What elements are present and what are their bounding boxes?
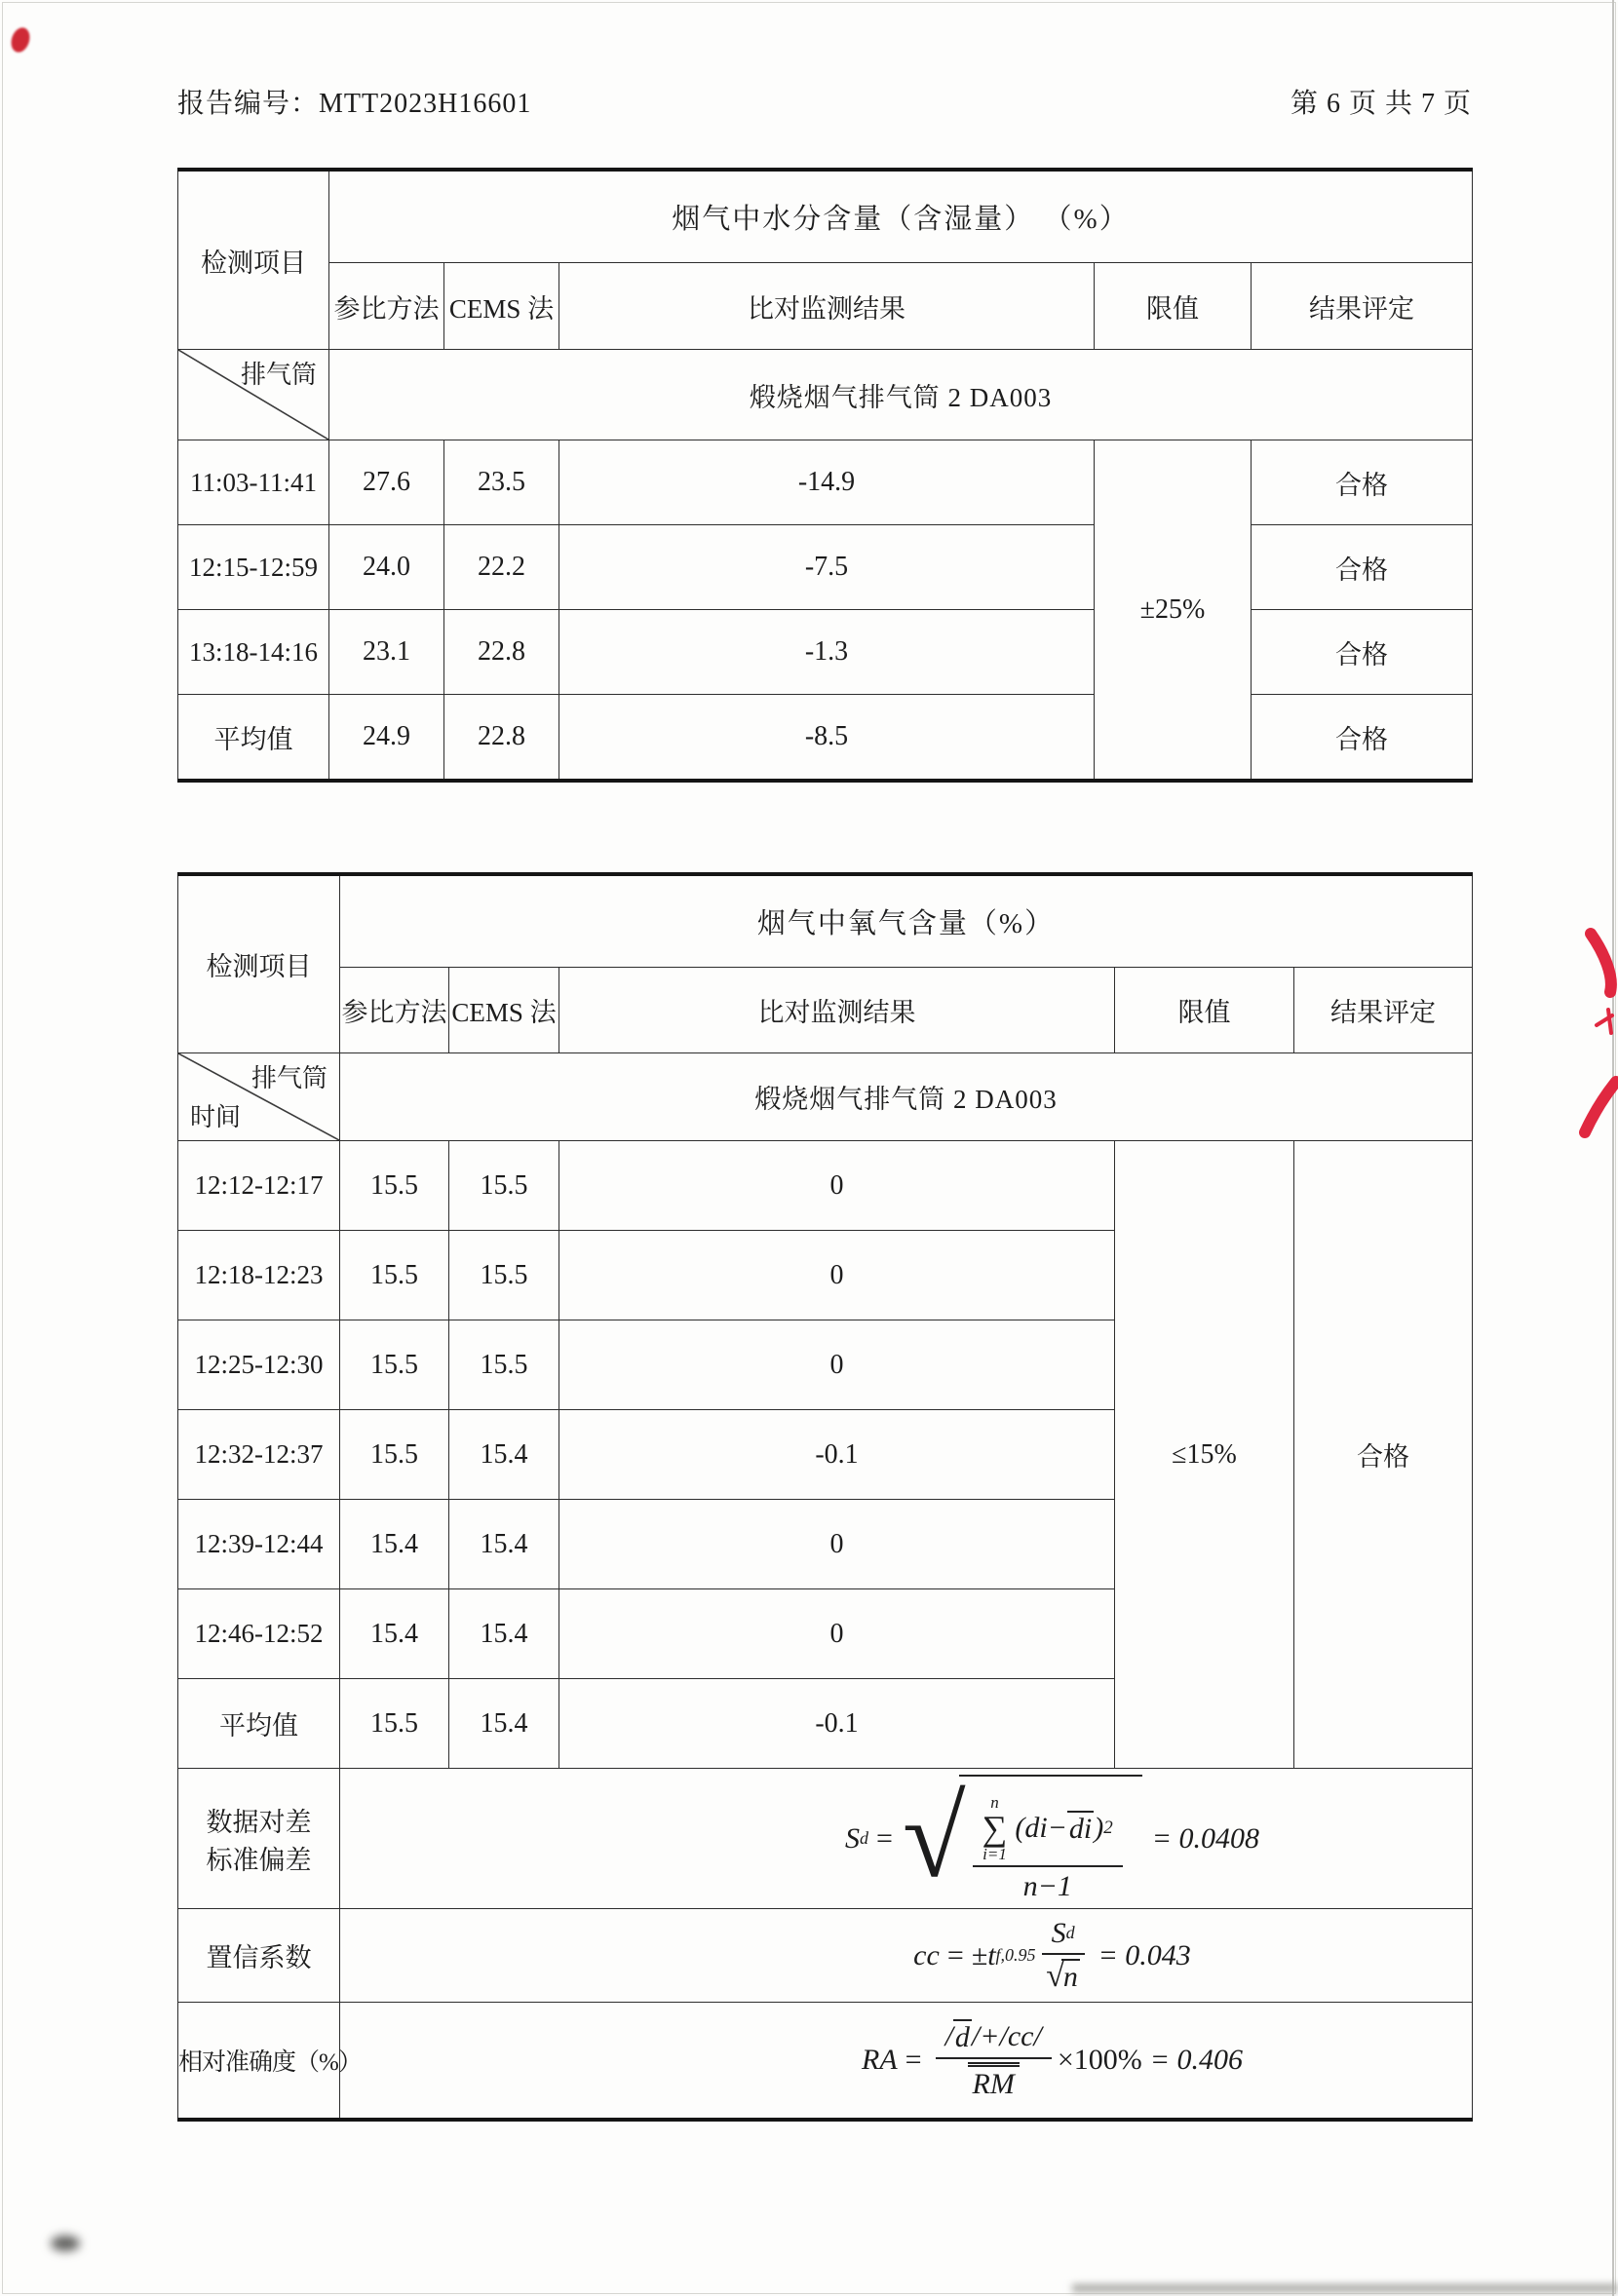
t2-row-cems: 15.4 xyxy=(449,1589,559,1679)
sd-fraction xyxy=(973,1794,1123,1903)
t1-row-cems: 22.8 xyxy=(444,610,559,695)
cc-numerator xyxy=(1042,1917,1085,1955)
t2-row-diff: 0 xyxy=(559,1231,1115,1320)
t2-diagonal-header xyxy=(178,1053,340,1141)
t2-row-cems: 15.5 xyxy=(449,1231,559,1320)
t2-limit-value: ≤15% xyxy=(1115,1141,1294,1769)
sum-sign: ∑ xyxy=(982,1808,1008,1848)
t1-row-diff: -1.3 xyxy=(559,610,1095,695)
report-number: 报告编号：MTT2023H16601 xyxy=(177,89,532,119)
t2-row-time: 平均值 xyxy=(178,1679,340,1769)
t2-row-time: 12:25-12:30 xyxy=(178,1320,340,1410)
t1-row-diff: -14.9 xyxy=(559,440,1095,525)
t1-row-verdict: 合格 xyxy=(1252,695,1473,782)
sd-numerator xyxy=(973,1794,1123,1867)
t2-row-diff: 0 xyxy=(559,1141,1115,1231)
square-exponent: 2 xyxy=(1103,1817,1113,1838)
t1-row-diff: -8.5 xyxy=(559,695,1095,782)
red-ink-marks xyxy=(1575,906,1618,1160)
t2-col-diff: 比对监测结果 xyxy=(559,968,1115,1053)
t2-row-ref: 15.5 xyxy=(340,1141,449,1231)
radical-body xyxy=(959,1775,1142,1903)
ra-denominator xyxy=(968,2059,1020,2101)
t1-row-cems: 23.5 xyxy=(444,440,559,525)
cc-result: = 0.043 xyxy=(1098,1938,1191,1971)
sd-equals: = xyxy=(875,1821,893,1855)
t1-row-ref: 23.1 xyxy=(329,610,444,695)
sd-denominator: n−1 xyxy=(1022,1869,1072,1902)
stat-sd-formula-cell xyxy=(340,1769,1473,1909)
di-mean-term: di xyxy=(1068,1812,1093,1845)
t2-verdict-value: 合格 xyxy=(1294,1141,1473,1769)
abs-bar-plus: /+/ xyxy=(971,2020,1008,2052)
page-header xyxy=(177,82,1472,121)
t2-col-ref: 参比方法 xyxy=(340,968,449,1053)
t2-stack-name: 煅烧烟气排气筒 2 DA003 xyxy=(340,1053,1473,1141)
t1-row-verdict: 合格 xyxy=(1252,440,1473,525)
t2-row-ref: 15.5 xyxy=(340,1410,449,1500)
cc-var: cc xyxy=(913,1938,940,1971)
t2-col-limit: 限值 xyxy=(1115,968,1294,1053)
stat-sd-label-line1: 数据对差 xyxy=(206,1807,312,1837)
paren-open: ( xyxy=(1015,1811,1025,1844)
sum-upper: n xyxy=(990,1792,999,1812)
cc-formula xyxy=(913,1917,1191,1995)
sd-result: = 0.0408 xyxy=(1151,1821,1260,1855)
paren-close: ) xyxy=(1094,1811,1104,1844)
t2-row-time: 12:18-12:23 xyxy=(178,1231,340,1320)
cc-num-sub: d xyxy=(1065,1923,1075,1942)
t2-row-diff: -0.1 xyxy=(559,1679,1115,1769)
t2-diag-bottom-label: 时间 xyxy=(190,1103,242,1131)
t2-row-time: 12:39-12:44 xyxy=(178,1500,340,1589)
t2-row-cems: 15.4 xyxy=(449,1679,559,1769)
t2-row-cems: 15.5 xyxy=(449,1141,559,1231)
t1-stack-name: 煅烧烟气排气筒 2 DA003 xyxy=(329,350,1473,440)
ra-mult-100: ×100% xyxy=(1057,2044,1142,2076)
t2-col-verdict: 结果评定 xyxy=(1294,968,1473,1053)
sd-var: S xyxy=(844,1821,860,1855)
t2-row-diff: 0 xyxy=(559,1589,1115,1679)
rm-mean-term: RM xyxy=(968,2062,1020,2101)
t2-row-cems: 15.4 xyxy=(449,1500,559,1589)
pm-t-term: ±t xyxy=(971,1938,996,1971)
ra-equals: = xyxy=(905,2044,922,2076)
sd-var-sub: d xyxy=(859,1828,868,1848)
cc-term: cc xyxy=(1007,2020,1034,2052)
t2-row-diff: 0 xyxy=(559,1320,1115,1410)
t1-diag-top-label: 排气筒 xyxy=(240,361,317,389)
cc-fraction xyxy=(1042,1917,1085,1995)
t1-row-ref: 27.6 xyxy=(329,440,444,525)
sqrt-sign: √ xyxy=(1046,1957,1064,1994)
t2-row-cems: 15.5 xyxy=(449,1320,559,1410)
stat-ra-formula-cell xyxy=(340,2003,1473,2121)
t1-row-time: 12:15-12:59 xyxy=(178,525,329,610)
t2-row-cems: 15.4 xyxy=(449,1410,559,1500)
t2-row-time: 12:32-12:37 xyxy=(178,1410,340,1500)
t2-row-time: 12:46-12:52 xyxy=(178,1589,340,1679)
radical-sign: √ xyxy=(902,1774,966,1902)
scan-smudge-bottom-left xyxy=(51,2236,80,2251)
sd-radical xyxy=(903,1775,1142,1903)
sd-formula xyxy=(845,1775,1259,1903)
ra-fraction xyxy=(936,2019,1052,2101)
t2-row-ref: 15.5 xyxy=(340,1320,449,1410)
di-term: di xyxy=(1024,1811,1048,1844)
ra-result: = 0.406 xyxy=(1149,2044,1243,2076)
sum-lower: i=1 xyxy=(982,1844,1007,1863)
t1-diagonal-header xyxy=(178,350,329,440)
t2-col-cems: CEMS 法 xyxy=(449,968,559,1053)
t1-col-verdict: 结果评定 xyxy=(1252,263,1473,350)
red-ink-dot xyxy=(8,25,32,55)
t2-row-ref: 15.5 xyxy=(340,1679,449,1769)
t1-row-verdict: 合格 xyxy=(1252,610,1473,695)
abs-bar: / xyxy=(944,2020,953,2052)
t1-row-ref: 24.9 xyxy=(329,695,444,782)
t1-span-header: 烟气中水分含量（含湿量） （%） xyxy=(329,170,1473,263)
page-number: 第 6 页 共 7 页 xyxy=(1290,89,1472,119)
stat-cc-label: 置信系数 xyxy=(178,1909,340,2003)
scan-smudge-bottom-right xyxy=(1072,2284,1618,2292)
stat-ra-label: 相对准确度（%） xyxy=(178,2003,340,2121)
sqrt-argument: n xyxy=(1062,1960,1078,1993)
abs-bar-end: / xyxy=(1033,2020,1042,2052)
t1-row-time: 11:03-11:41 xyxy=(178,440,329,525)
oxygen-comparison-table xyxy=(177,872,1473,2122)
t1-row-ref: 24.0 xyxy=(329,525,444,610)
ra-numerator xyxy=(936,2019,1052,2059)
minus-sign: − xyxy=(1047,1811,1067,1844)
t1-row-time: 13:18-14:16 xyxy=(178,610,329,695)
t1-row-cems: 22.8 xyxy=(444,695,559,782)
t2-row-ref: 15.4 xyxy=(340,1589,449,1679)
t2-row-diff: 0 xyxy=(559,1500,1115,1589)
t1-row-diff: -7.5 xyxy=(559,525,1095,610)
t1-col-ref: 参比方法 xyxy=(329,263,444,350)
t1-col-cems: CEMS 法 xyxy=(444,263,559,350)
t1-row-verdict: 合格 xyxy=(1252,525,1473,610)
cc-equals: = xyxy=(946,1938,964,1971)
t1-row-cems: 22.2 xyxy=(444,525,559,610)
moisture-comparison-table xyxy=(177,168,1473,783)
t1-col-diff: 比对监测结果 xyxy=(559,263,1095,350)
t2-row-ref: 15.4 xyxy=(340,1500,449,1589)
cc-num-var: S xyxy=(1051,1916,1066,1949)
t1-limit-value: ±25% xyxy=(1095,440,1252,782)
stat-sd-label-line2: 标准偏差 xyxy=(206,1845,312,1875)
stat-cc-formula-cell xyxy=(340,1909,1473,2003)
stat-sd-label xyxy=(178,1769,340,1909)
t2-row-time: 12:12-12:17 xyxy=(178,1141,340,1231)
t-subscript: f,0.95 xyxy=(995,1945,1036,1965)
t1-col-limit: 限值 xyxy=(1095,263,1252,350)
d-mean-term: d xyxy=(954,2021,970,2053)
t1-row-time: 平均值 xyxy=(178,695,329,782)
t2-item-label: 检测项目 xyxy=(178,874,340,1053)
t2-row-ref: 15.5 xyxy=(340,1231,449,1320)
t1-item-label: 检测项目 xyxy=(178,170,329,350)
t2-span-header: 烟气中氧气含量（%） xyxy=(340,874,1473,968)
t2-row-diff: -0.1 xyxy=(559,1410,1115,1500)
ra-var: RA xyxy=(862,2044,898,2076)
ra-formula xyxy=(862,2019,1243,2101)
cc-denominator xyxy=(1046,1955,1080,1995)
t2-diag-top-label: 排气筒 xyxy=(250,1064,327,1092)
summation xyxy=(982,1794,1008,1862)
